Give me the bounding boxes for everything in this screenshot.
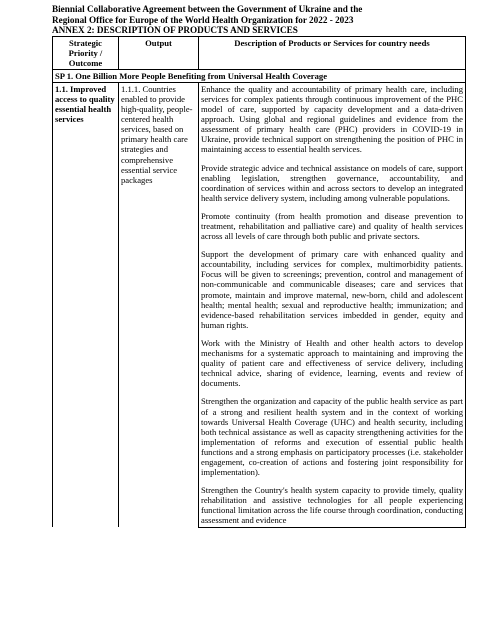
doc-title-line-1: Biennial Collaborative Agreement between the Government of Ukraine and the [52, 4, 363, 14]
description-cell [199, 82, 466, 527]
products-services-table [52, 36, 466, 528]
description-paragraph: Provide strategic advice and technical assistance on models of care, support enabling legislation, strengthen governance, accountability, and coordination of services within and across sectors to develop an integrated health service delivery system, including among vulnerable populations. [201, 162, 463, 203]
description-paragraph: Work with the Ministry of Health and other health actors to develop mechanisms for a systematic approach to maintaining and improving the quality of patient care and effectiveness of service delivery, including technical advice, sharing of evidence, learning, events and review of documents. [201, 337, 463, 389]
section-title: SP 1. One Billion More People Benefiting from Universal Health Coverage [53, 69, 466, 82]
doc-title-line-2: Regional Office for Europe of the World Health Organization for 2022 - 2023 [52, 14, 354, 25]
document-page [52, 4, 465, 528]
description-paragraph: Promote continuity (from health promotion and disease prevention to treatment, rehabilitation and palliative care) and quality of health services across all levels of care through both public and private sectors. [201, 210, 463, 242]
description-paragraph: Strengthen the Country's health system capacity to provide timely, quality rehabilitation and assistive technologies for all people experiencing functional limitation across the life course through coordination, conducting assessment and evidence [201, 485, 463, 526]
table-row [53, 82, 466, 527]
outcome-cell: 1.1. Improved access to quality essential health services [53, 82, 119, 527]
description-paragraph: Enhance the quality and accountability of primary health care, including services for complex patients through continuous improvement of the PHC model of care, supported by capacity development and a data-driven approach. Using global and regional guidelines and evidence from the assessment of primary health care (PHC) providers in COVID-19 in Ukraine, provide technical support on strengthening the position of PHC in maintaining access to essential health services. [201, 83, 463, 155]
table-header-row [53, 36, 466, 69]
header-output: Output [119, 36, 199, 69]
header-strategic-priority: Strategic Priority / Outcome [53, 36, 119, 69]
section-row [53, 69, 466, 82]
output-cell: 1.1.1. Countries enabled to provide high-quality, people-centered health services, based on primary health care strategies and comprehensive essential service packages [119, 82, 199, 527]
description-paragraph: Strengthen the organization and capacity of the public health service as part of a strong and resilient health system and in the context of working towards Universal Health Coverage (UHC) and health security, including both technical assistance as well as capacity strengthening activities for the implementation of reforms and execution of essential public health functions and a strong emphasis on participatory processes (i.e. stakeholder engagement, co-creation of actions and fostering joint responsibility for implementation). [201, 396, 463, 478]
description-paragraph: Support the development of primary care with enhanced quality and accountability, including services for complex, multimorbidity patients. Focus will be given to screenings; prevention, control and management of non-communicable and communicable diseases; care and services that promote, maintain and improve maternal, new-born, child and adolescent health; mental health; sexual and reproductive health; immunization; and evidence-based rehabilitation services imbedded in gender, equity and human rights. [201, 249, 463, 330]
header-description: Description of Products or Services for country needs [199, 36, 466, 69]
annex-title: ANNEX 2: DESCRIPTION OF PRODUCTS AND SERVICES [52, 25, 298, 35]
